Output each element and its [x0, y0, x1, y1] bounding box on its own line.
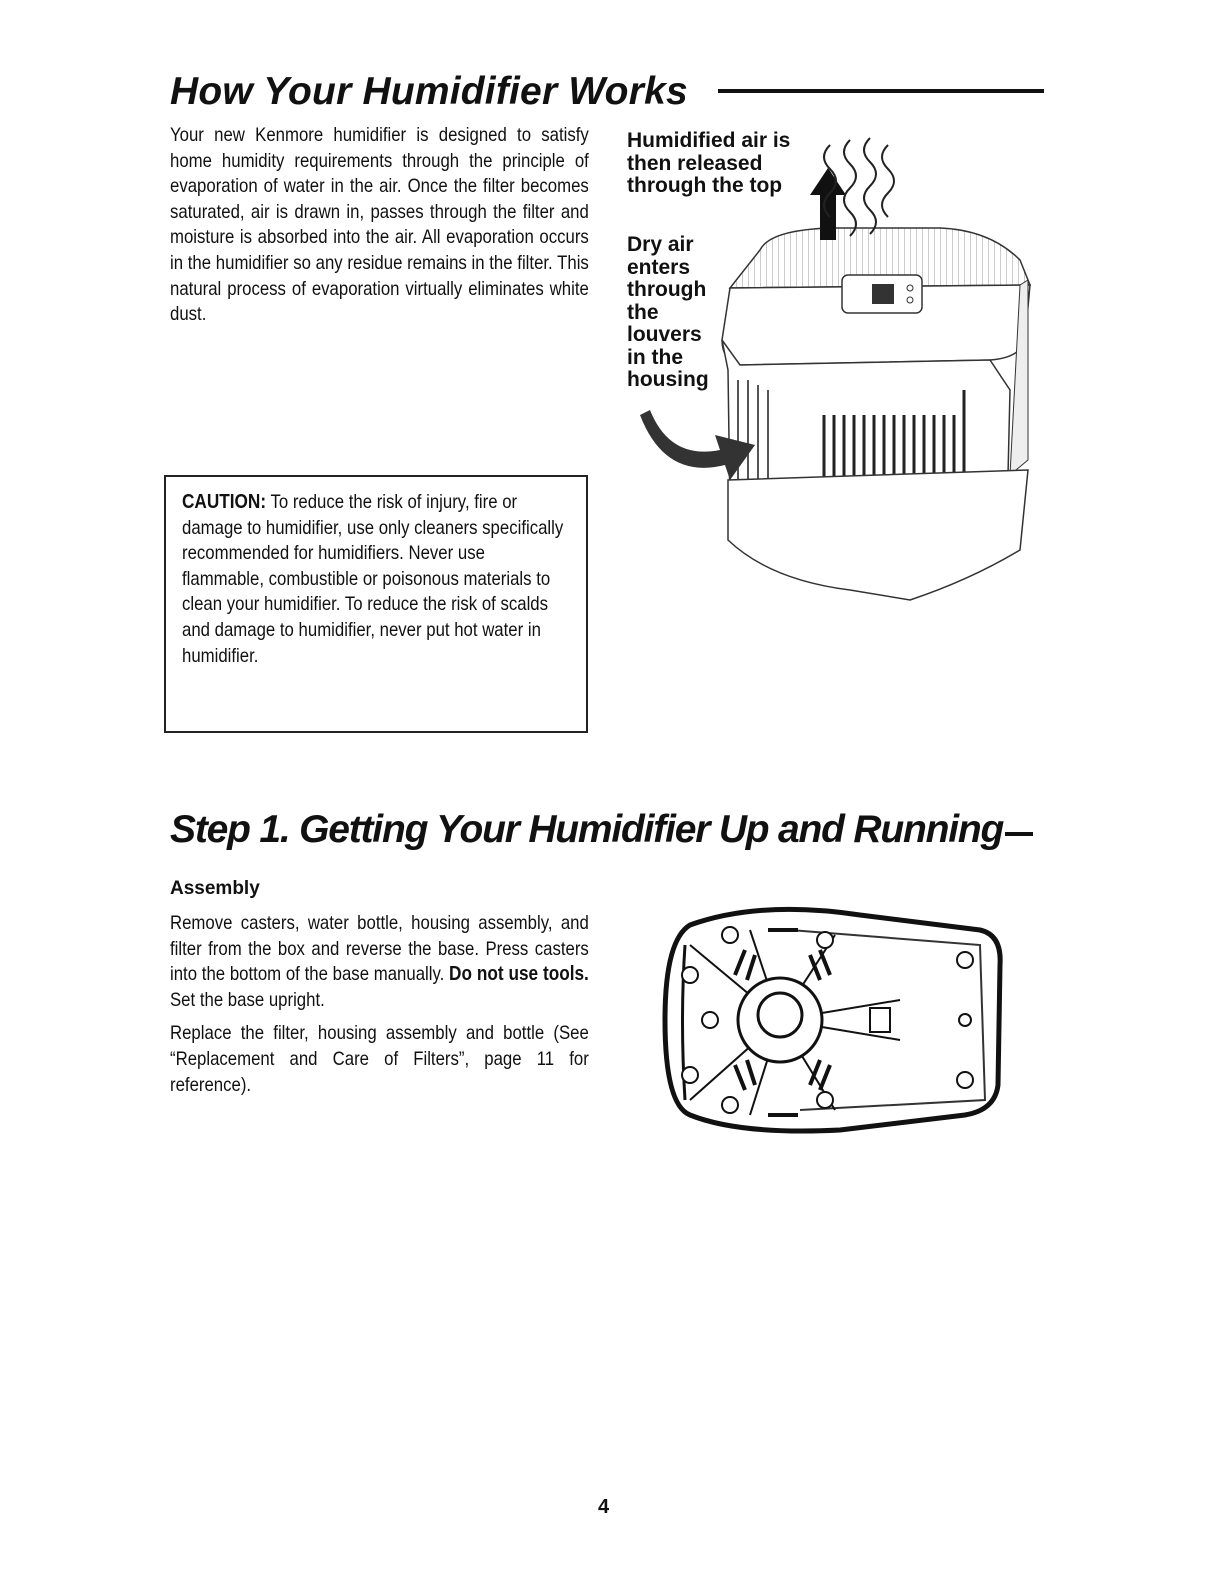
- page-number: 4: [598, 1496, 610, 1518]
- section-title-how-it-works: How Your Humidifier Works: [170, 70, 688, 113]
- caution-text: [182, 490, 571, 669]
- base-illustration: [660, 905, 1005, 1140]
- assembly-para-2: Replace the filter, housing assembly and bottle (See “Replacement and Care of Filters”, page 11 for reference).: [170, 1022, 589, 1096]
- callout-top: Humidified air is then released through the top: [627, 129, 791, 197]
- assembly-heading: Assembly: [170, 878, 260, 899]
- caution-body: To reduce the risk of injury, fire or damage to humidifier, use only cleaners specifically recommended for humidifiers. Never use flammable, combustible or poisonous materials to clean your humidifier. To reduce the risk of scalds and damage to humidifier, never put hot water in humidifier.: [182, 491, 564, 667]
- intro-paragraph: Your new Kenmore humidifier is designed to satisfy home humidity requirements through the principle of evaporation of water in the air. Once the filter becomes saturated, air is drawn in, passes through the filter and moisture is absorbed into the air. All evaporation occurs in the humidifier so any residue remains in the filter. This natural process of evaporation virtually eliminates white dust.: [170, 124, 589, 326]
- section-title-step1: Step 1. Getting Your Humidifier Up and Running: [170, 808, 1004, 851]
- title-rule: [718, 89, 1044, 93]
- assembly-para-1: Remove casters, water bottle, housing assembly, and filter from the box and reverse the base. Press casters into the bottom of the base manually. Do not use tools. Set the base upright.: [170, 912, 589, 1011]
- callout-side: Dry air enters through the louvers in the housing: [627, 233, 709, 391]
- assembly-text: [170, 911, 589, 1106]
- caution-label: CAUTION:: [182, 491, 267, 513]
- step1-rule: [1005, 832, 1033, 836]
